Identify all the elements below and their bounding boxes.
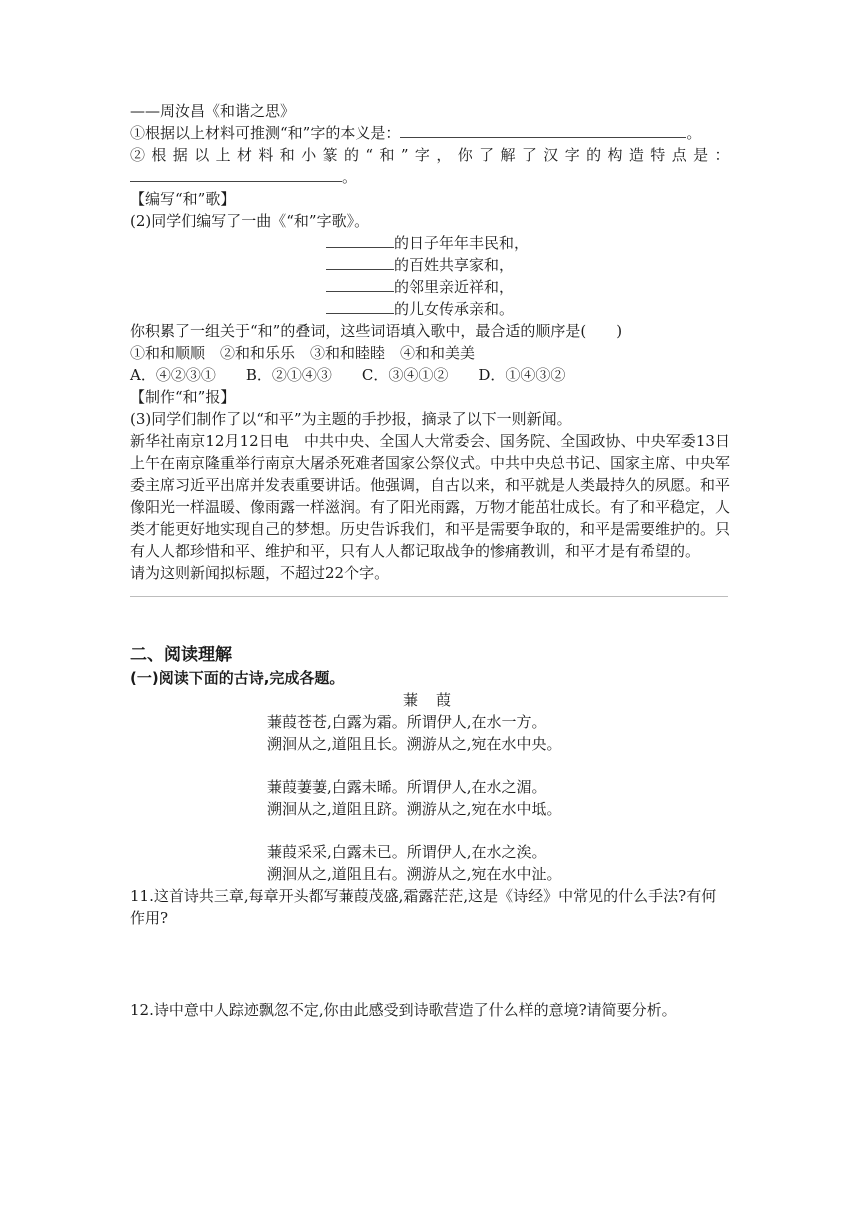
- song-line: [130, 254, 730, 276]
- question-2-text: ②根据以上材料和小篆的“和”字，你了解了汉字的构造特点是：: [130, 146, 730, 164]
- question-2-line: [130, 166, 730, 188]
- worksheet-page: [130, 100, 730, 1021]
- news-body: 新华社南京12月12日电 中共中央、全国人大常委会、国务院、全国政协、中央军委13日上午在南京隆重举行南京大屠杀死难者国家公祭仪式。中共中央总书记、国家主席、中央军委主席习近平出席并发表重要讲话。他强调，自古以来，和平就是人类最持久的夙愿。和平像阳光一样温暖、像雨露一样滋润。有了阳光雨露，万物才能茁壮成长。有了和平稳定，人类才能更好地实现自己的梦想。历史告诉我们，和平是需要争取的，和平是需要维护的。只有人人都珍惜和平、维护和平，只有人人都记取战争的惨痛教训，和平才是有希望的。: [130, 432, 731, 560]
- question-1-text: ①根据以上材料可推测“和”字的本义是：: [130, 124, 401, 142]
- poem-line: 蒹葭苍苍,白露为霜。所谓伊人,在水一方。: [267, 713, 547, 731]
- song-question: 你积累了一组关于“和”的叠词，这些词语填入歌中，最合适的顺序是( ): [130, 322, 623, 340]
- song-line: [130, 276, 730, 298]
- news-task: 请为这则新闻拟标题，不超过22个字。: [130, 564, 390, 582]
- stanza-gap: [130, 755, 730, 776]
- section-title: 二、阅读理解: [130, 645, 232, 665]
- poem-line: 溯洄从之,道阻且长。溯游从之,宛在水中央。: [267, 735, 562, 753]
- answer-blank-2[interactable]: [130, 166, 342, 182]
- answer-blank-1[interactable]: [400, 122, 686, 138]
- song-line-text: 的百姓共享家和，: [394, 256, 515, 274]
- stanza-gap: [130, 820, 730, 841]
- question-11: 11.这首诗共三章,每章开头都写蒹葭茂盛,霜露茫茫,这是《诗经》中常见的什么手法?有何作用?: [130, 887, 717, 927]
- song-line-text: 的日子年年丰民和，: [394, 234, 530, 252]
- news-intro: (3)同学们制作了以“和平”为主题的手抄报，摘录了以下一则新闻。: [130, 410, 572, 428]
- poem-line: 蒹葭萋萋,白露未晞。所谓伊人,在水之湄。: [267, 778, 547, 796]
- song-line: [130, 232, 730, 254]
- song-options: A．④②③① B．②①④③ C．③④①② D．①④③②: [130, 366, 566, 384]
- song-blank[interactable]: [326, 232, 394, 248]
- source-citation: ——周汝昌《和谐之思》: [130, 102, 296, 120]
- question-1-line: [130, 122, 730, 144]
- subsection-title: (一)阅读下面的古诗,完成各题。: [130, 669, 345, 687]
- answer-space[interactable]: [130, 929, 730, 999]
- poem-line: 溯洄从之,道阻且跻。溯游从之,宛在水中坻。: [267, 800, 562, 818]
- poem-line: 蒹葭采采,白露未已。所谓伊人,在水之涘。: [267, 843, 547, 861]
- poem-line: 溯洄从之,道阻且右。溯游从之,宛在水中沚。: [267, 865, 562, 883]
- song-blank[interactable]: [326, 276, 394, 292]
- song-line-text: 的儿女传承亲和。: [394, 300, 515, 318]
- spacer: [130, 597, 730, 643]
- news-heading: 【制作“和”报】: [130, 388, 236, 406]
- song-line: [130, 298, 730, 320]
- song-blank[interactable]: [326, 298, 394, 314]
- song-line-text: 的邻里亲近祥和，: [394, 278, 515, 296]
- song-blank[interactable]: [326, 254, 394, 270]
- question-1-end: 。: [686, 124, 702, 142]
- song-word-list: ①和和顺顺 ②和和乐乐 ③和和睦睦 ④和和美美: [130, 344, 476, 362]
- poem-title: 蒹葭: [402, 691, 469, 709]
- question-2-end: 。: [342, 168, 358, 186]
- song-intro: (2)同学们编写了一曲《“和”字歌》。: [130, 212, 370, 230]
- question-12: 12.诗中意中人踪迹飘忽不定,你由此感受到诗歌营造了什么样的意境?请简要分析。: [130, 1001, 677, 1019]
- song-heading: 【编写“和”歌】: [130, 190, 236, 208]
